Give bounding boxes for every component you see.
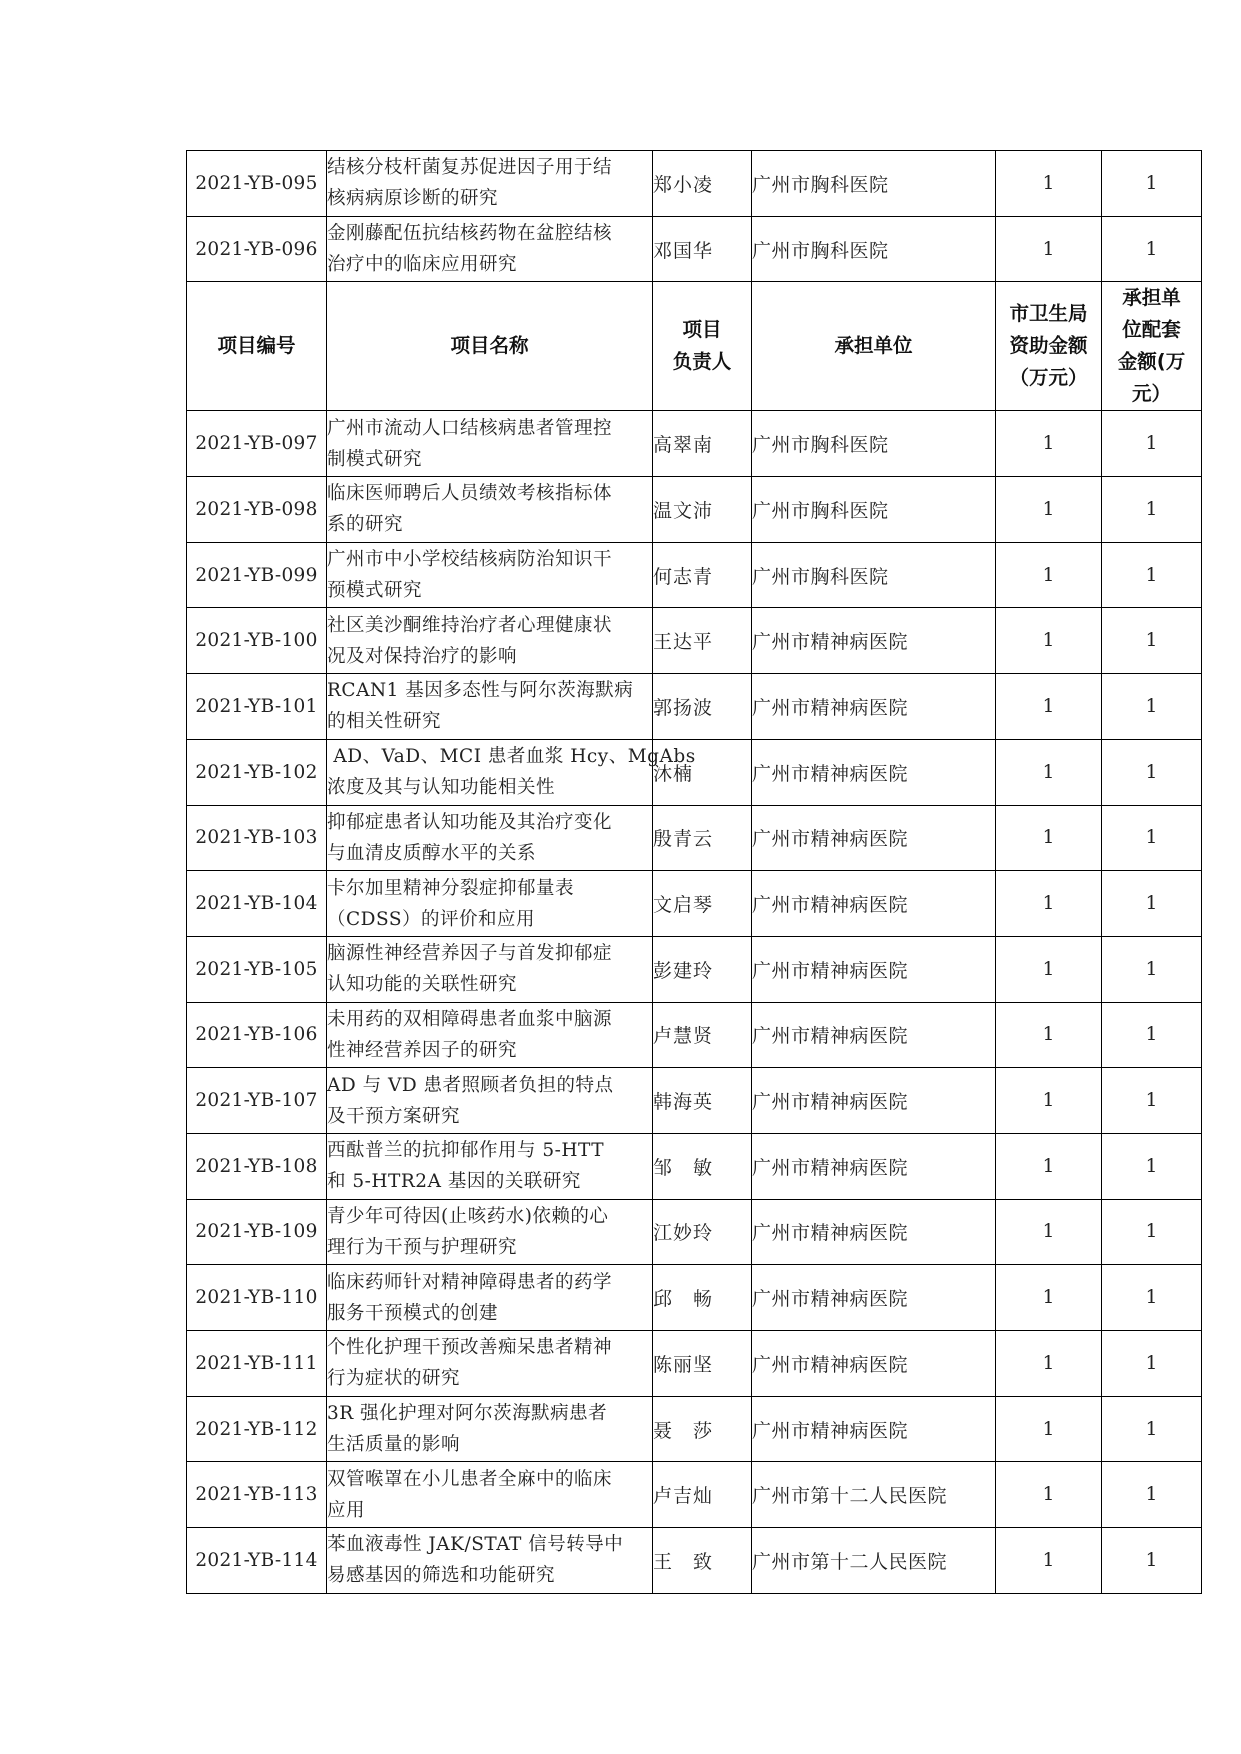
bureau-funding-cell: 1: [996, 1133, 1102, 1199]
bureau-funding-cell: 1: [996, 1462, 1102, 1528]
bureau-funding-cell: 1: [996, 1331, 1102, 1397]
table-row: [187, 411, 1202, 477]
table-row: [187, 1199, 1202, 1265]
project-code-cell: 2021-YB-106: [187, 1002, 327, 1068]
project-name-cell: [327, 805, 653, 871]
project-name-line: AD 与 VD 患者照顾者负担的特点: [327, 1074, 614, 1096]
project-name-cell: [327, 674, 653, 740]
matching-funding-cell: 1: [1102, 739, 1202, 805]
matching-funding-cell: 1: [1102, 1133, 1202, 1199]
bureau-funding-cell: 1: [996, 1396, 1102, 1462]
undertaking-unit-cell: 广州市精神病医院: [752, 1396, 996, 1462]
project-name-line: 西酞普兰的抗抑郁作用与 5-HTT: [327, 1140, 605, 1162]
undertaking-unit-cell: 广州市精神病医院: [752, 871, 996, 937]
project-name-line: 治疗中的临床应用研究: [327, 254, 518, 276]
bureau-funding-cell: 1: [996, 542, 1102, 608]
undertaking-unit-cell: 广州市胸科医院: [752, 477, 996, 543]
project-name-line: 制模式研究: [327, 448, 423, 470]
project-name-line: 未用药的双相障碍患者血浆中脑源: [327, 1008, 613, 1030]
undertaking-unit-cell: 广州市精神病医院: [752, 739, 996, 805]
project-code-cell: 2021-YB-110: [187, 1265, 327, 1331]
project-name-line: 理行为干预与护理研究: [327, 1236, 518, 1258]
undertaking-unit-cell: 广州市精神病医院: [752, 1331, 996, 1397]
project-leader-cell: 卢吉灿: [653, 1462, 752, 1528]
bureau-funding-cell: 1: [996, 674, 1102, 740]
matching-funding-cell: 1: [1102, 608, 1202, 674]
table-row: [187, 1068, 1202, 1134]
matching-funding-cell: 1: [1102, 151, 1202, 217]
table-row: [187, 216, 1202, 282]
project-leader-cell: 聂 莎: [653, 1396, 752, 1462]
project-name-cell: [327, 1068, 653, 1134]
project-name-line: （CDSS）的评价和应用: [327, 908, 536, 930]
table-row: [187, 151, 1202, 217]
project-name-line: 双管喉罩在小儿患者全麻中的临床: [327, 1468, 613, 1490]
project-code-cell: 2021-YB-103: [187, 805, 327, 871]
project-name-line: RCAN1 基因多态性与阿尔茨海默病: [327, 680, 634, 702]
project-leader-cell: 王 致: [653, 1528, 752, 1594]
project-name-cell: [327, 608, 653, 674]
header-project-name: 项目名称: [327, 282, 653, 411]
project-leader-cell: 郑小凌: [653, 151, 752, 217]
project-name-line: 3R 强化护理对阿尔茨海默病患者: [327, 1403, 608, 1425]
project-name-cell: [327, 411, 653, 477]
table-row: [187, 1265, 1202, 1331]
project-leader-cell: 高翠南: [653, 411, 752, 477]
project-code-cell: 2021-YB-098: [187, 477, 327, 543]
undertaking-unit-cell: 广州市胸科医院: [752, 542, 996, 608]
project-name-line: 临床医师聘后人员绩效考核指标体: [327, 483, 613, 505]
table-row: [187, 1462, 1202, 1528]
bureau-funding-cell: 1: [996, 1199, 1102, 1265]
matching-funding-cell: 1: [1102, 871, 1202, 937]
project-code-cell: 2021-YB-107: [187, 1068, 327, 1134]
bureau-funding-cell: 1: [996, 805, 1102, 871]
project-name-cell: [327, 1331, 653, 1397]
bureau-funding-cell: 1: [996, 608, 1102, 674]
matching-funding-cell: 1: [1102, 411, 1202, 477]
project-code-cell: 2021-YB-114: [187, 1528, 327, 1594]
project-name-line: 的相关性研究: [327, 711, 442, 733]
project-name-cell: [327, 1528, 653, 1594]
undertaking-unit-cell: 广州市精神病医院: [752, 1068, 996, 1134]
table-header-group: [187, 282, 1202, 411]
header-project-leader: 项目 负责人: [653, 282, 752, 411]
project-leader-cell: 江妙玲: [653, 1199, 752, 1265]
matching-funding-cell: 1: [1102, 477, 1202, 543]
undertaking-unit-cell: 广州市精神病医院: [752, 936, 996, 1002]
project-name-line: 预模式研究: [327, 580, 423, 602]
undertaking-unit-cell: 广州市胸科医院: [752, 411, 996, 477]
bureau-funding-cell: 1: [996, 1265, 1102, 1331]
project-name-line: 苯血液毒性 JAK/STAT 信号转导中: [327, 1534, 624, 1556]
project-name-cell: [327, 1396, 653, 1462]
project-leader-cell: 陈丽坚: [653, 1331, 752, 1397]
project-name-line: 浓度及其与认知功能相关性: [327, 777, 556, 799]
project-name-cell: [327, 477, 653, 543]
table-row: [187, 871, 1202, 937]
project-leader-cell: 沐楠: [653, 739, 752, 805]
matching-funding-cell: 1: [1102, 1462, 1202, 1528]
project-name-cell: [327, 542, 653, 608]
project-name-line: 认知功能的关联性研究: [327, 974, 518, 996]
project-name-cell: [327, 1199, 653, 1265]
project-code-cell: 2021-YB-111: [187, 1331, 327, 1397]
table-row: [187, 674, 1202, 740]
table-row: [187, 1133, 1202, 1199]
table-row: [187, 805, 1202, 871]
project-name-line: 个性化护理干预改善痴呆患者精神: [327, 1337, 613, 1359]
matching-funding-cell: 1: [1102, 216, 1202, 282]
project-name-cell: [327, 1133, 653, 1199]
project-name-line: 抑郁症患者认知功能及其治疗变化: [327, 811, 613, 833]
table-body-main: [187, 411, 1202, 1593]
project-leader-cell: 邓国华: [653, 216, 752, 282]
project-name-line: 临床药师针对精神障碍患者的药学: [327, 1271, 613, 1293]
matching-funding-cell: 1: [1102, 1331, 1202, 1397]
project-code-cell: 2021-YB-104: [187, 871, 327, 937]
header-bureau-funding: 市卫生局 资助金额 （万元）: [996, 282, 1102, 411]
project-name-line: 社区美沙酮维持治疗者心理健康状: [327, 614, 613, 636]
matching-funding-cell: 1: [1102, 1068, 1202, 1134]
matching-funding-cell: 1: [1102, 674, 1202, 740]
project-name-line: 系的研究: [327, 514, 404, 536]
project-leader-cell: 邹 敏: [653, 1133, 752, 1199]
project-code-cell: 2021-YB-096: [187, 216, 327, 282]
project-name-line: 与血清皮质醇水平的关系: [327, 842, 537, 864]
bureau-funding-cell: 1: [996, 1068, 1102, 1134]
project-name-line: 青少年可待因(止咳药水)依赖的心: [327, 1205, 609, 1227]
project-name-line: 应用: [327, 1499, 366, 1521]
project-leader-cell: 彭建玲: [653, 936, 752, 1002]
project-name-line: 行为症状的研究: [327, 1368, 461, 1390]
project-leader-cell: 邱 畅: [653, 1265, 752, 1331]
undertaking-unit-cell: 广州市胸科医院: [752, 216, 996, 282]
matching-funding-cell: 1: [1102, 1528, 1202, 1594]
bureau-funding-cell: 1: [996, 1002, 1102, 1068]
project-leader-cell: 韩海英: [653, 1068, 752, 1134]
project-name-line: 生活质量的影响: [327, 1434, 461, 1456]
undertaking-unit-cell: 广州市第十二人民医院: [752, 1528, 996, 1594]
table-row: [187, 608, 1202, 674]
project-code-cell: 2021-YB-097: [187, 411, 327, 477]
undertaking-unit-cell: 广州市精神病医院: [752, 1199, 996, 1265]
project-name-cell: [327, 871, 653, 937]
project-name-line: 金刚藤配伍抗结核药物在盆腔结核: [327, 223, 613, 245]
project-name-cell: [327, 1002, 653, 1068]
project-code-cell: 2021-YB-105: [187, 936, 327, 1002]
project-name-cell: [327, 1265, 653, 1331]
undertaking-unit-cell: 广州市精神病医院: [752, 1002, 996, 1068]
matching-funding-cell: 1: [1102, 542, 1202, 608]
project-name-line: 结核分枝杆菌复苏促进因子用于结: [327, 157, 613, 179]
undertaking-unit-cell: 广州市第十二人民医院: [752, 1462, 996, 1528]
project-code-cell: 2021-YB-108: [187, 1133, 327, 1199]
grant-projects-table: [186, 150, 1202, 1594]
project-name-line: 核病病原诊断的研究: [327, 188, 499, 210]
bureau-funding-cell: 1: [996, 151, 1102, 217]
table-row: [187, 936, 1202, 1002]
bureau-funding-cell: 1: [996, 477, 1102, 543]
project-code-cell: 2021-YB-099: [187, 542, 327, 608]
project-name-line: 广州市中小学校结核病防治知识干: [327, 549, 613, 571]
header-matching-funding: 承担单 位配套 金额(万 元）: [1102, 282, 1202, 411]
project-code-cell: 2021-YB-113: [187, 1462, 327, 1528]
project-name-line: 广州市流动人口结核病患者管理控: [327, 417, 613, 439]
project-name-line: 卡尔加里精神分裂症抑郁量表: [327, 877, 575, 899]
project-leader-cell: 王达平: [653, 608, 752, 674]
header-project-code: 项目编号: [187, 282, 327, 411]
header-undertaking-unit: 承担单位: [752, 282, 996, 411]
project-name-cell: [327, 936, 653, 1002]
project-leader-cell: 何志青: [653, 542, 752, 608]
project-leader-cell: 郭扬波: [653, 674, 752, 740]
project-leader-cell: 卢慧贤: [653, 1002, 752, 1068]
project-name-line: 况及对保持治疗的影响: [327, 645, 518, 667]
project-name-line: 易感基因的筛选和功能研究: [327, 1565, 556, 1587]
project-name-line: 脑源性神经营养因子与首发抑郁症: [327, 943, 613, 965]
project-code-cell: 2021-YB-112: [187, 1396, 327, 1462]
matching-funding-cell: 1: [1102, 1396, 1202, 1462]
project-code-cell: 2021-YB-109: [187, 1199, 327, 1265]
project-name-line: 服务干预模式的创建: [327, 1302, 499, 1324]
table-row: [187, 1396, 1202, 1462]
table-row: [187, 477, 1202, 543]
matching-funding-cell: 1: [1102, 805, 1202, 871]
table-row: [187, 1331, 1202, 1397]
table-row: [187, 1002, 1202, 1068]
bureau-funding-cell: 1: [996, 739, 1102, 805]
project-code-cell: 2021-YB-095: [187, 151, 327, 217]
project-name-line: 性神经营养因子的研究: [327, 1039, 518, 1061]
project-name-cell: [327, 1462, 653, 1528]
matching-funding-cell: 1: [1102, 1265, 1202, 1331]
bureau-funding-cell: 1: [996, 216, 1102, 282]
bureau-funding-cell: 1: [996, 411, 1102, 477]
table-body-top: [187, 151, 1202, 282]
project-name-line: 和 5-HTR2A 基因的关联研究: [327, 1171, 581, 1193]
project-name-cell: [327, 151, 653, 217]
project-name-cell: [327, 216, 653, 282]
project-name-line: AD、VaD、MCI 患者血浆 Hcy、MgAbs: [327, 746, 696, 768]
project-code-cell: 2021-YB-100: [187, 608, 327, 674]
table-row: [187, 542, 1202, 608]
project-code-cell: 2021-YB-102: [187, 739, 327, 805]
project-name-line: 及干预方案研究: [327, 1105, 461, 1127]
table-header-row: [187, 282, 1202, 411]
undertaking-unit-cell: 广州市精神病医院: [752, 608, 996, 674]
table-row: [187, 1528, 1202, 1594]
matching-funding-cell: 1: [1102, 1002, 1202, 1068]
matching-funding-cell: 1: [1102, 1199, 1202, 1265]
table-row: [187, 739, 1202, 805]
undertaking-unit-cell: 广州市精神病医院: [752, 674, 996, 740]
project-leader-cell: 殷青云: [653, 805, 752, 871]
bureau-funding-cell: 1: [996, 871, 1102, 937]
undertaking-unit-cell: 广州市精神病医院: [752, 1133, 996, 1199]
undertaking-unit-cell: 广州市精神病医院: [752, 1265, 996, 1331]
project-code-cell: 2021-YB-101: [187, 674, 327, 740]
bureau-funding-cell: 1: [996, 1528, 1102, 1594]
project-leader-cell: 文启琴: [653, 871, 752, 937]
undertaking-unit-cell: 广州市精神病医院: [752, 805, 996, 871]
project-leader-cell: 温文沛: [653, 477, 752, 543]
undertaking-unit-cell: 广州市胸科医院: [752, 151, 996, 217]
matching-funding-cell: 1: [1102, 936, 1202, 1002]
bureau-funding-cell: 1: [996, 936, 1102, 1002]
